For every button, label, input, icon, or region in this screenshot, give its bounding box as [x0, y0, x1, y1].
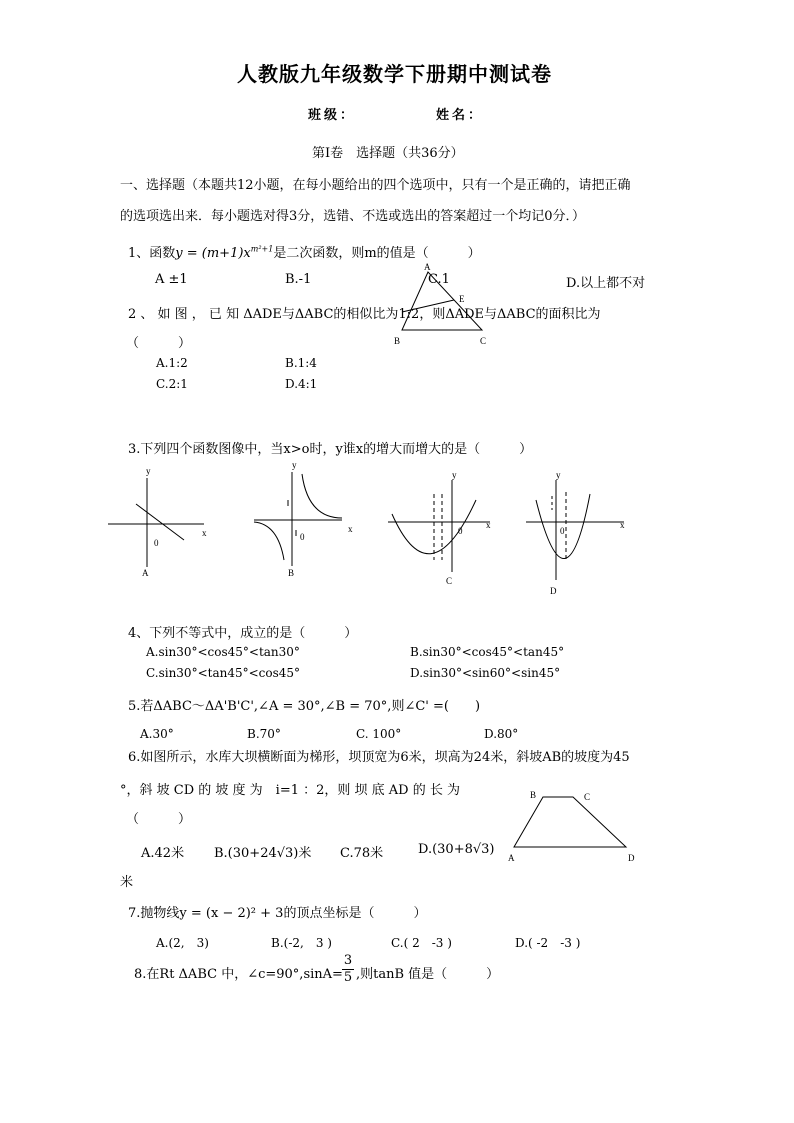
page-title: 人教版九年级数学下册期中测试卷 — [237, 62, 552, 86]
q3-graph-a — [106, 462, 218, 582]
q3-d-origin-label: 0 — [560, 526, 565, 536]
q4-option-d: D.sin30°<sin60°<sin45° — [410, 666, 561, 680]
q1-option-b: B.-1 — [285, 272, 312, 287]
q3-c-origin-label: 0 — [458, 526, 463, 536]
q6-unit-tail: 米 — [120, 875, 134, 890]
question-8-fraction — [342, 953, 354, 986]
q3-b-label: B — [288, 568, 295, 578]
q4-option-c: C.sin30°<tan45°<cos45° — [146, 666, 301, 680]
q6-label-d: D — [628, 853, 635, 863]
question-2-paren: （ ） — [126, 336, 192, 351]
question-1-exponent: m²+1 — [250, 244, 274, 254]
q3-b-y-label: y — [292, 460, 297, 470]
class-label: 班级： — [308, 108, 357, 123]
question-1-formula: y = (m+1)x — [175, 246, 251, 261]
question-5: 5.若ΔABC～ΔA'B'C',∠A = 30°,∠B = 70°,则∠C' =( ) — [128, 699, 481, 714]
q2-option-b: B.1:4 — [285, 356, 317, 370]
q3-a-y-label: y — [146, 466, 151, 476]
question-1-prefix: 1、函数 — [128, 246, 176, 261]
q7-option-b: B.(-2, 3 ) — [271, 936, 332, 950]
q2-label-a: A — [424, 262, 431, 272]
q6-label-a: A — [508, 853, 515, 863]
question-8-prefix: 8.在Rt ΔABC 中，∠c=90°,sinA= — [134, 967, 343, 982]
q3-graph-d — [524, 470, 636, 598]
q6-option-a: A.42米 — [141, 846, 185, 861]
question-3: 3.下列四个函数图像中，当x>o时，y谁x的增大而增大的是（ ） — [128, 442, 533, 457]
q3-d-y-label: y — [556, 470, 561, 480]
question-7: 7.抛物线y = (x − 2)² + 3的顶点坐标是（ ） — [128, 906, 427, 921]
question-2: 2 、 如 图 ， 已 知 ΔADE与ΔABC的相似比为1:2，则ΔADE与ΔABC的面积比为 — [128, 307, 601, 322]
q3-c-y-label: y — [452, 470, 457, 480]
q6-option-c: C.78米 — [340, 846, 384, 861]
q8-fraction-denominator: 5 — [343, 970, 353, 985]
q7-option-c: C.( 2 -3 ) — [391, 936, 452, 950]
question-6-paren: （ ） — [126, 812, 192, 827]
question-8-suffix: ,则tanB 值是（ ） — [356, 967, 500, 982]
section-title: 第Ⅰ卷 选择题（共36分） — [312, 146, 464, 161]
q7-option-d: D.( -2 -3 ) — [515, 936, 581, 950]
q3-d-label: D — [550, 586, 557, 596]
q3-graph-b — [250, 458, 362, 580]
question-6-line-1: 6.如图所示，水库大坝横断面为梯形，坝顶宽为6米，坝高为24米，斜坡AB的坡度为45 — [128, 750, 630, 765]
q3-a-x-label: x — [202, 528, 207, 538]
q3-c-label: C — [446, 576, 453, 586]
q6-label-b: B — [530, 790, 537, 800]
question-1-suffix: 是二次函数，则m的值是（ ） — [273, 246, 481, 261]
q1-option-a: A ±1 — [155, 272, 188, 287]
q2-option-d: D.4:1 — [285, 377, 318, 391]
q2-option-c: C.2:1 — [156, 377, 188, 391]
q2-label-e: E — [459, 294, 465, 304]
q6-label-c: C — [584, 792, 591, 802]
q3-a-origin-label: 0 — [154, 538, 159, 548]
q5-option-c: C. 100° — [356, 727, 402, 741]
q3-d-x-label: x — [620, 520, 625, 530]
q5-option-a: A.30° — [140, 727, 174, 741]
q3-c-x-label: x — [486, 520, 491, 530]
q6-option-d: D.(30+8√3) — [418, 842, 495, 857]
instructions-line-1: 一、选择题（本题共12小题，在每小题给出的四个选项中，只有一个是正确的，请把正确 — [120, 178, 631, 193]
question-4: 4、下列不等式中，成立的是（ ） — [128, 626, 358, 641]
q3-graph-c — [386, 470, 498, 590]
q2-label-b: B — [394, 336, 401, 346]
q4-option-a: A.sin30°<cos45°<tan30° — [146, 645, 300, 659]
q3-b-origin-label: 0 — [300, 532, 305, 542]
q5-option-d: D.80° — [484, 727, 519, 741]
q2-label-c: C — [480, 336, 487, 346]
q2-option-a: A.1:2 — [156, 356, 188, 370]
q5-option-b: B.70° — [247, 727, 281, 741]
q7-option-a: A.(2, 3) — [156, 936, 209, 950]
question-6-line-2: °，斜 坡 CD 的 坡 度 为 i=1 ：2，则 坝 底 AD 的 长 为 — [120, 783, 460, 798]
q3-a-label: A — [142, 568, 149, 578]
q8-fraction-numerator: 3 — [343, 953, 353, 968]
q1-option-c: C.1 — [428, 272, 450, 287]
q3-b-x-label: x — [348, 524, 353, 534]
q4-option-b: B.sin30°<cos45°<tan45° — [410, 645, 565, 659]
name-label: 姓名： — [436, 108, 485, 123]
instructions-line-2: 的选项选出来．每小题选对得3分，选错、不选或选出的答案超过一个均记0分．） — [120, 209, 586, 224]
q6-option-b: B.(30+24√3)米 — [214, 846, 312, 861]
q6-trapezoid-figure — [504, 786, 648, 866]
q1-option-d: D.以上都不对 — [566, 276, 646, 291]
question-1 — [128, 242, 481, 261]
